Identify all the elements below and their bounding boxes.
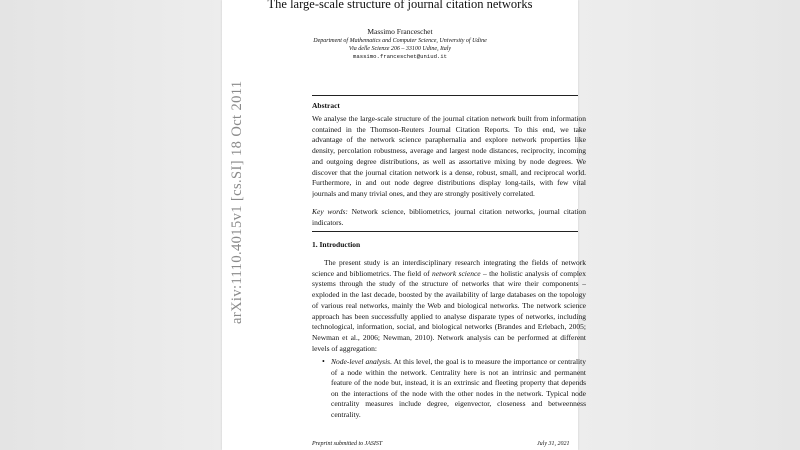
intro-paragraph <box>312 258 586 354</box>
affiliation-line-2: Via delle Scienze 206 – 33100 Udine, Italy <box>348 45 452 52</box>
author-email: massimo.franceschet@uniud.it <box>353 53 447 60</box>
keywords-list: Network science, bibliometrics, journal citation networks, journal citation indicators. <box>312 207 586 227</box>
right-margin-backdrop <box>578 0 800 450</box>
intro-text-a: The present study is an interdisciplinary research integrating the fields of network science and bibliometrics. The field of <box>312 258 586 278</box>
author-name: Massimo Franceschet <box>367 27 433 36</box>
abstract-heading: Abstract <box>312 101 340 110</box>
bullet-lead: Node-level analysis. <box>331 357 392 366</box>
left-margin-backdrop <box>0 0 222 450</box>
intro-text-b: – the holistic analysis of complex systems through the study of the structure of networks that wire their components – exploded in the last decade, boosted by the availability of large databases on the topology of various real networks, mainly the Web and biological networks. The network science approach has been successfully applied to analyse disparate types of networks, including technological, information, social, and biological networks (Brandes and Erlebach, 2005; Newman et al., 2006; Newman, 2010). Network analysis can be performed at different levels of aggregation: <box>312 268 586 353</box>
abstract-text: We analyse the large-scale structure of the journal citation network built from information contained in the Thomson-Reuters Journal Citation Reports. To this end, we take advantage of the network science paraphernalia and explore network properties like density, percolation robustness, average and largest node distances, reciprocity, incoming and outgoing degree distributions, as well as assortative mixing by node degrees. We discover that the journal citation network is a dense, robust, small, and reciprocal world. Furthermore, in and out node degree distributions display long-tails, with few vital journals and many trivial ones, and they are strongly positively correlated. <box>312 114 586 198</box>
paper-title: The large-scale structure of journal citation networks <box>267 0 533 11</box>
footer-date: July 31, 2021 <box>537 441 570 447</box>
author-affiliation <box>222 38 578 53</box>
bullet-icon: • <box>322 357 325 366</box>
intro-emphasis: network science <box>432 268 481 278</box>
footer-preprint-note: Preprint submitted to JASIST <box>312 441 383 447</box>
affiliation-line-1: Department of Mathematics and Computer Science, University of Udine <box>313 38 487 44</box>
keywords-label: Key words: <box>312 207 348 216</box>
arxiv-identifier: arXiv:1110.4015v1 [cs.SI] 18 Oct 2011 <box>229 80 245 324</box>
abstract-bottom-rule <box>312 231 578 232</box>
keywords <box>312 207 586 228</box>
intro-heading: 1. Introduction <box>312 240 361 249</box>
abstract-top-rule <box>312 95 578 96</box>
bullet-text <box>331 357 586 421</box>
bullet-body: At this level, the goal is to measure the importance or centrality of a node within the network. Centrality here is not an intrinsic and permanent feature of the node but, instead, it is an extrinsic and fleeting property that depends on the interactions of the node with the other nodes in the network. Typical node centrality measures include degree, eigenvector, closeness and betweenness centrality. <box>331 357 586 419</box>
